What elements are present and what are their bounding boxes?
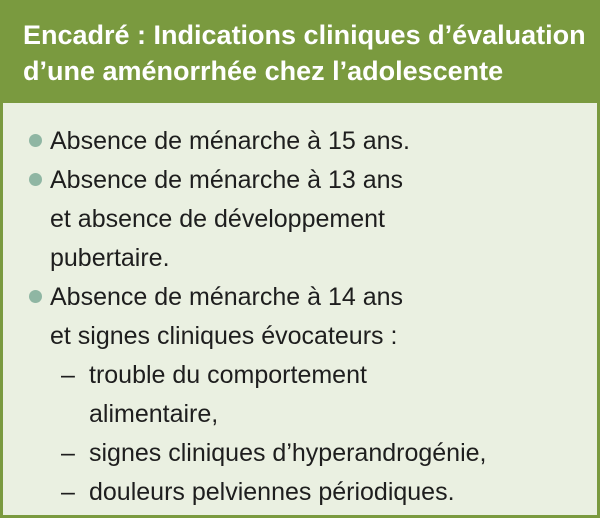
box-title-line-1: Encadré : Indications cliniques d’évaluation [23, 20, 586, 50]
box-header [3, 3, 597, 103]
sub-item-text: alimentaire, [89, 400, 219, 428]
sub-list-item [3, 355, 597, 395]
dash-marker: – [61, 478, 75, 506]
list-item [3, 160, 597, 200]
item-text: et signes cliniques évocateurs : [50, 322, 398, 350]
bullet-icon [29, 134, 42, 147]
sub-item-text: douleurs pelviennes périodiques. [89, 478, 455, 506]
list-item [3, 277, 597, 317]
box-content [3, 103, 597, 515]
list-item-continuation [3, 238, 597, 278]
item-text: Absence de ménarche à 14 ans [50, 283, 404, 311]
sub-item-text: trouble du comportement [89, 361, 367, 389]
box-title-line-2: d’une aménorrhée chez l’adolescente [23, 56, 504, 86]
list-item [3, 121, 597, 161]
item-text: pubertaire. [50, 244, 170, 272]
dash-marker: – [61, 361, 75, 389]
bullet-icon [29, 290, 42, 303]
bullet-icon [29, 173, 42, 186]
item-text: Absence de ménarche à 13 ans [50, 166, 404, 194]
sub-list-item [3, 433, 597, 473]
sub-list-item-continuation [3, 394, 597, 434]
item-text: Absence de ménarche à 15 ans. [50, 127, 410, 155]
dash-marker: – [61, 439, 75, 467]
sub-list-item [3, 472, 597, 512]
list-item-continuation [3, 316, 597, 356]
item-text: et absence de développement [50, 205, 385, 233]
sub-item-text: signes cliniques d’hyperandrogénie, [89, 439, 487, 467]
list-item-continuation [3, 199, 597, 239]
